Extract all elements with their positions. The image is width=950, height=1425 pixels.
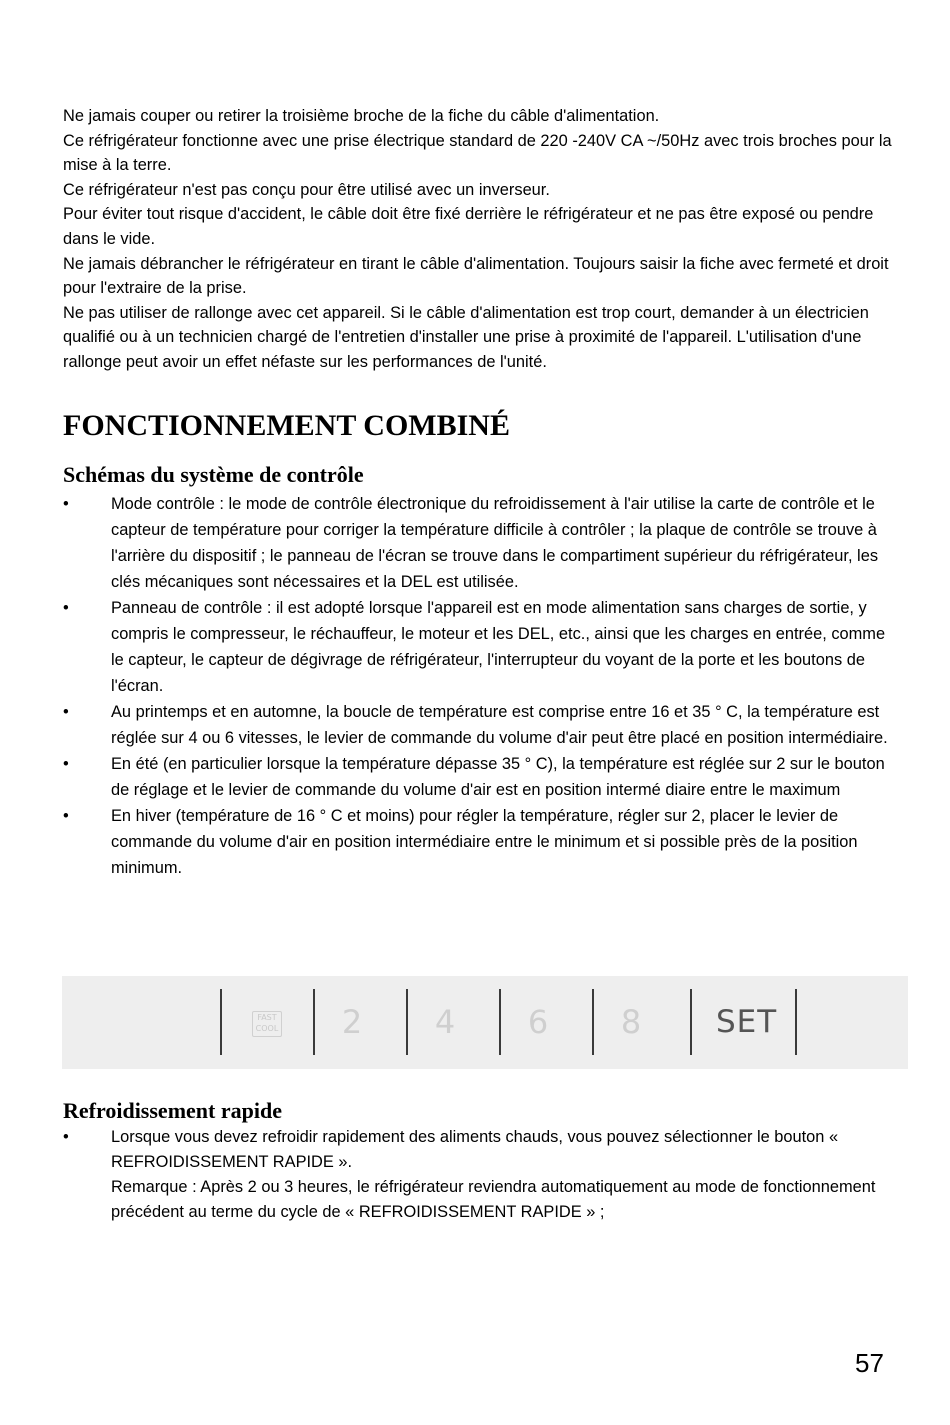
control-panel-illustration [62, 976, 908, 1069]
intro-paragraph: Ce réfrigérateur n'est pas conçu pour être utilisé avec un inverseur. [63, 180, 550, 199]
fast-cool-button [252, 1011, 282, 1037]
panel-divider [795, 989, 797, 1055]
intro-paragraph: Pour éviter tout risque d'accident, le câble doit être fixé derrière le réfrigérateur et ne pas être exposé ou pendre dans le vide. [63, 205, 874, 248]
intro-paragraph: Ne pas utiliser de rallonge avec cet appareil. Si le câble d'alimentation est trop court, demander à un électricien qualifié ou à un technicien chargé de l'entretien d'installer une prise à proximité de l'appareil. L'utilisation d'une rallonge peut avoir un effet néfaste sur les performances de l'unité. [63, 303, 869, 371]
level-2-button: 2 [341, 1003, 363, 1041]
panel-divider [592, 989, 594, 1055]
panel-divider [499, 989, 501, 1055]
level-4-button: 4 [434, 1003, 456, 1041]
section-title: FONCTIONNEMENT COMBINÉ [63, 409, 510, 442]
intro-paragraph: Ce réfrigérateur fonctionne avec une prise électrique standard de 220 -240V CA ~/50Hz avec trois broches pour la mise à la terre. [63, 131, 892, 175]
panel-divider [313, 989, 315, 1055]
page-number: 57 [855, 1348, 884, 1378]
list-item: • Panneau de contrôle : il est adopté lorsque l'appareil est en mode alimentation sans charges de sortie, y compris le compresseur, le réchauffeur, le moteur et les DEL, etc., ainsi que les charges en entrée, comme le capteur, le capteur de dégivrage de réfrigérateur, l'interrupteur du voyant de la porte et les boutons de l'écran. [63, 595, 893, 699]
list-item: • En hiver (température de 16 ° C et moins) pour régler la température, régler sur 2, placer le levier de commande du volume d'air en position intermédiaire entre le minimum et si possible près de la position minimum. [63, 803, 893, 881]
set-button: SET [716, 1004, 778, 1040]
panel-divider [220, 989, 222, 1055]
list-item: • En été (en particulier lorsque la température dépasse 35 ° C), la température est réglée sur 2 sur le bouton de réglage et le levier de commande du volume d'air est en position intermé diaire entre le maximum [63, 751, 893, 803]
list-item: • Au printemps et en automne, la boucle de température est comprise entre 16 et 35 ° C, la température est réglée sur 4 ou 6 vitesses, le levier de commande du volume d'air peut être placé en position intermédiaire. [63, 699, 893, 751]
fast-cool-label-bottom: COOL [255, 1024, 279, 1033]
control-list [63, 491, 893, 881]
fast-cool-instruction: Lorsque vous devez refroidir rapidement des aliments chauds, vous pouvez sélectionner le bouton « REFROIDISSEMENT RAPIDE ». [111, 1128, 839, 1171]
fast-cool-heading: Refroidissement rapide [63, 1098, 282, 1123]
level-8-button: 8 [620, 1003, 642, 1041]
panel-divider [690, 989, 692, 1055]
intro-paragraph: Ne jamais débrancher le réfrigérateur en tirant le câble d'alimentation. Toujours saisir la fiche avec fermeté et droit pour l'extraire de la prise. [63, 254, 889, 298]
fast-cool-note: Remarque : Après 2 ou 3 heures, le réfrigérateur reviendra automatiquement au mode de fonctionnement précédent au terme du cycle de « REFROIDISSEMENT RAPIDE » ; [111, 1178, 876, 1221]
intro-text [63, 104, 893, 375]
intro-paragraph: Ne jamais couper ou retirer la troisième broche de la fiche du câble d'alimentation. [63, 107, 660, 125]
list-item: • Mode contrôle : le mode de contrôle électronique du refroidissement à l'air utilise la carte de contrôle et le capteur de température pour corriger la température difficile à contrôler ; la plaque de contrôle se trouve à l'arrière du dispositif ; le panneau de l'écran se trouve dans le compartiment supérieur du réfrigérateur, les clés mécaniques sont nécessaires et la DEL est utilisée. [63, 491, 893, 595]
control-heading: Schémas du système de contrôle [63, 462, 364, 487]
fast-cool-list [63, 1125, 893, 1225]
fast-cool-label-top: FAST [257, 1013, 277, 1022]
level-6-button: 6 [527, 1003, 549, 1041]
panel-divider [406, 989, 408, 1055]
list-item [63, 1125, 893, 1225]
